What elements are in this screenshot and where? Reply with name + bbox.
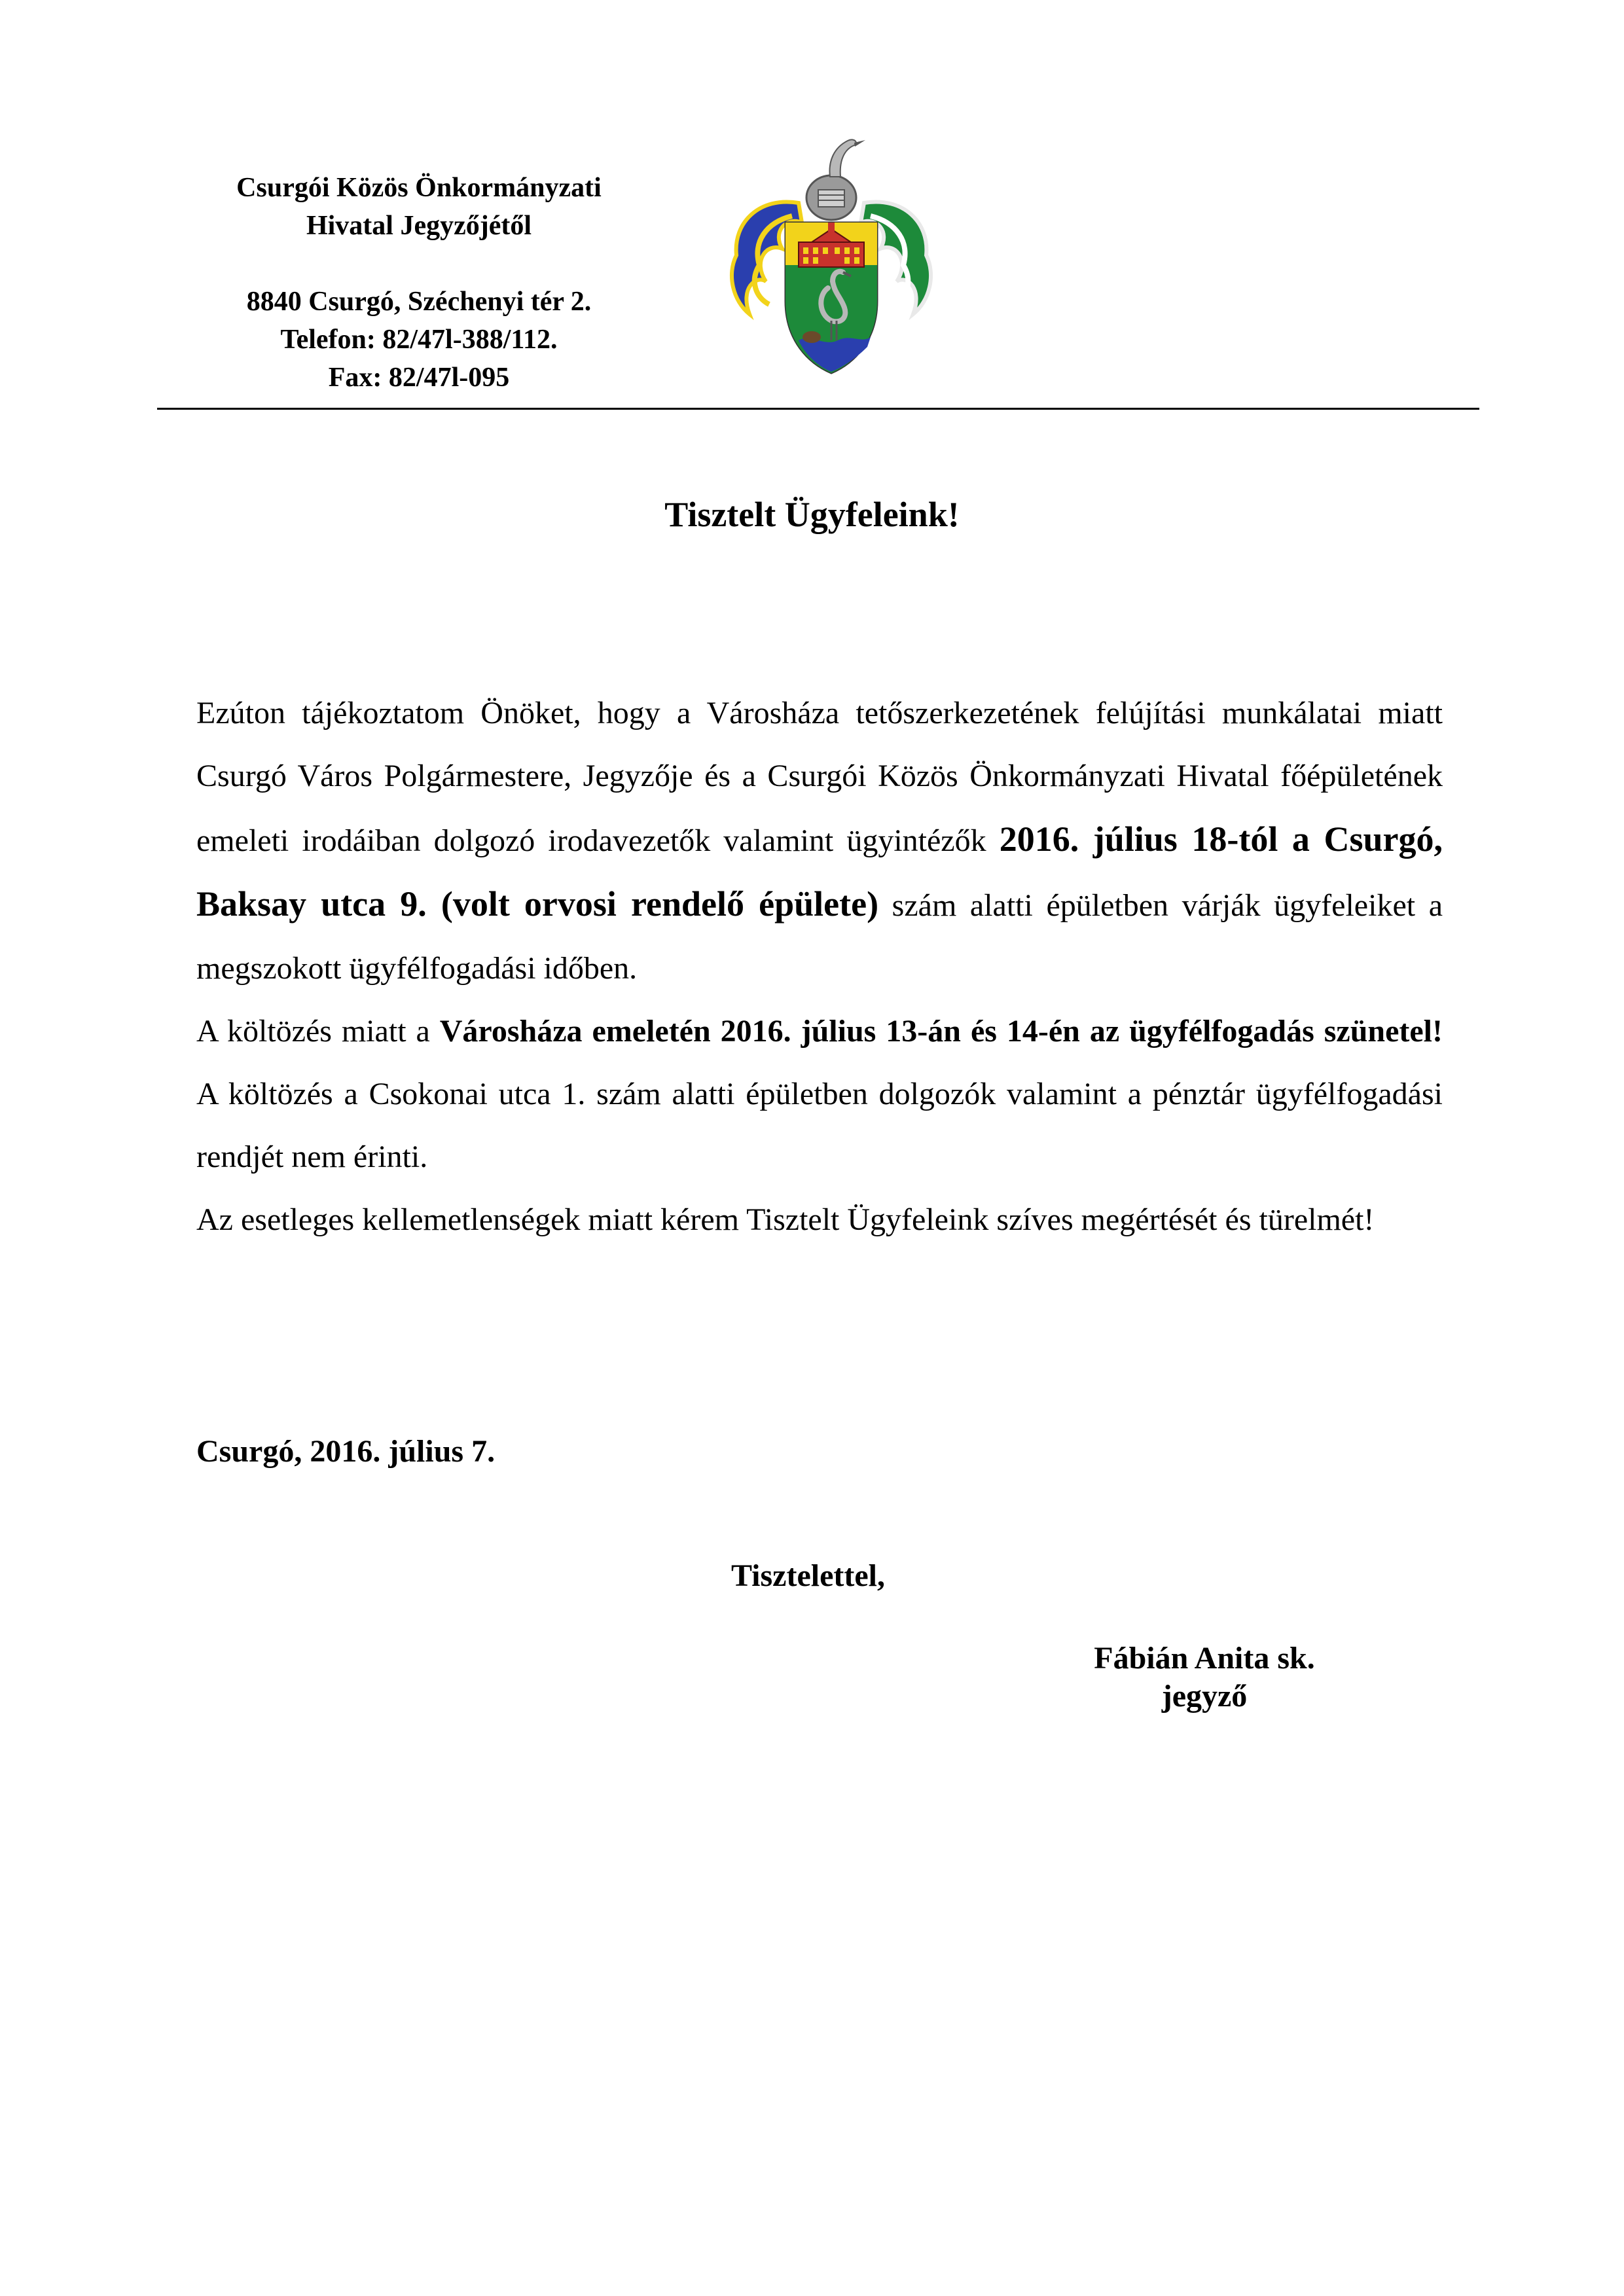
issuer-fax: Fax: 82/47l-095 (328, 363, 510, 393)
paragraph-apology: Az esetleges kellemetlenségek miatt kérem Tisztelt Ügyfeleink szíves megértését és türelmét! (196, 1202, 1375, 1237)
issuer-name-line1: Csurgói Közös Önkormányzati (236, 173, 602, 203)
signatory-name: Fábián Anita sk. (1094, 1641, 1315, 1676)
issuer-header (170, 169, 668, 397)
relocation-highlight: 2016. július 18-tól a Csurgó, Baksay utca 9. (volt orvosi rendelő épülete) (196, 819, 1443, 924)
closing-greeting: Tisztelettel, (731, 1558, 886, 1593)
signature-block (1060, 1640, 1348, 1715)
letter-body (196, 682, 1443, 1251)
date-line: Csurgó, 2016. július 7. (196, 1434, 496, 1469)
header-divider (157, 408, 1479, 410)
issuer-address: 8840 Csurgó, Széchenyi tér 2. (246, 287, 592, 317)
paragraph-closure (196, 1000, 1443, 1189)
closure-text-intro: A költözés miatt a (196, 1014, 430, 1049)
issuer-name-line2: Hivatal Jegyzőjétől (306, 211, 532, 241)
signatory-title: jegyző (1161, 1679, 1248, 1713)
salutation: Tisztelt Ügyfeleink! (664, 495, 960, 534)
closure-highlight: Városháza emeletén 2016. július 13-án és 14-én az ügyfélfogadás szünetel! (439, 1014, 1443, 1049)
relocation-text-end: szám alatti épületben várják ügyfeleiket a megszokott ügyfélfogadási időben. (196, 888, 1443, 986)
relocation-text-intro: Ezúton tájékoztatom Önöket, hogy a Városháza tetőszerkezetének felújítási munkálatai miatt Csurgó Város Polgármestere, Jegyzője és a Csurgói Közös Önkormányzati Hivatal főépületének emeleti irodáiban dolgozó irodavezetők valamint ügyintézők (196, 696, 1443, 858)
closure-text-end: A költözés a Csokonai utca 1. szám alatti épületben dolgozók valamint a pénztár ügyfélfogadási rendjét nem érinti. (196, 1077, 1443, 1174)
coat-of-arms-icon (720, 124, 943, 380)
issuer-phone: Telefon: 82/47l-388/112. (280, 325, 558, 355)
paragraph-relocation (196, 682, 1443, 1000)
